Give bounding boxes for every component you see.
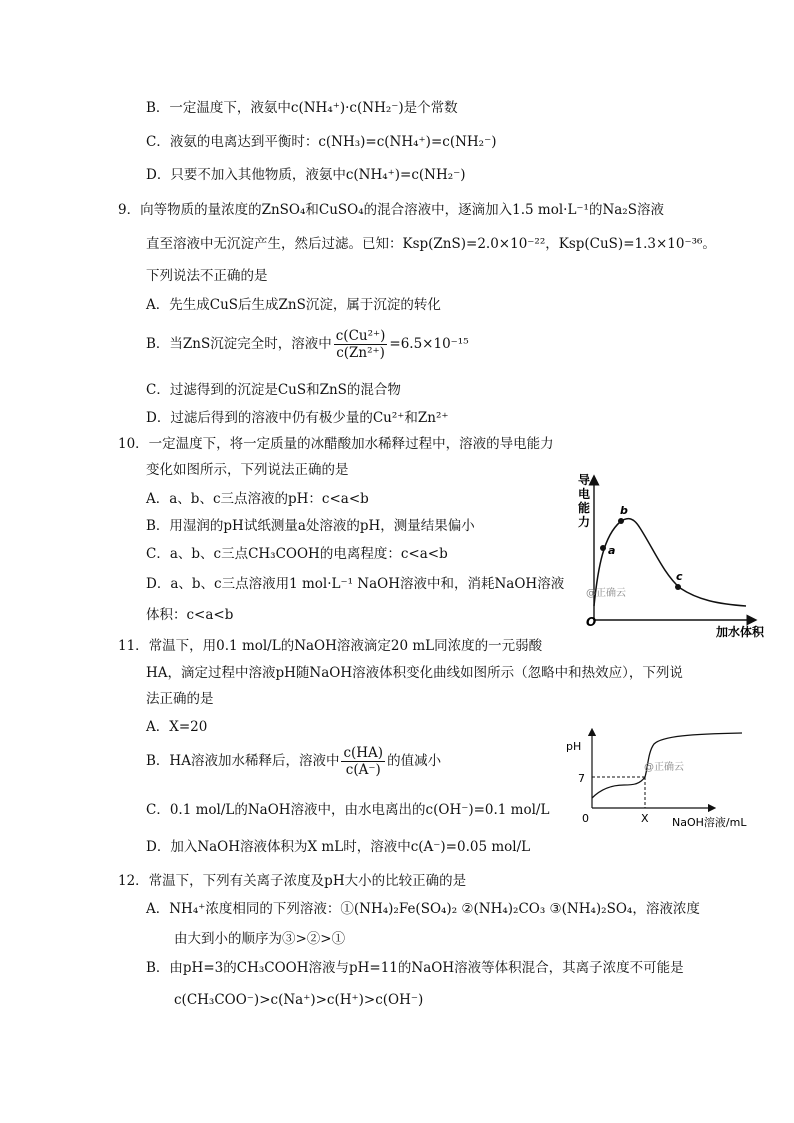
q10-option-b: B．用湿润的pH试纸测量a处溶液的pH，测量结果偏小 [146,518,475,534]
q11-option-b-text: B．HA溶液加水稀释后，溶液中 [146,753,340,769]
q11-stem-line3: 法正确的是 [146,691,214,707]
q11-fraction-denominator: c(A⁻) [345,762,381,778]
q11-fraction-numerator: c(HA) [343,745,384,761]
q11-option-b [146,745,441,778]
q8-option-b: B．一定温度下，液氨中c(NH₄⁺)·c(NH₂⁻)是个常数 [146,100,458,116]
q10-stem-line1: 10．一定温度下，将一定质量的冰醋酸加水稀释过程中，溶液的导电能力 [118,436,554,452]
q10-option-d-cont: 体积：c<a<b [146,607,234,623]
q9-stem-line1: 9．向等物质的量浓度的ZnSO₄和CuSO₄的混合溶液中，逐滴加入1.5 mol·L⁻¹的Na₂S溶液 [118,202,664,218]
label-b: b [620,504,628,517]
point-a [600,545,606,551]
titration-figure [562,722,772,832]
q12-option-a-cont: 由大到小的顺序为③>②>① [174,931,346,947]
q11-option-b-fraction [341,745,385,778]
q11-option-a: A．X=20 [146,719,208,735]
origin-label: 0 [582,812,589,825]
q9-stem-line3: 下列说法不正确的是 [146,268,268,284]
q9-option-a: A．先生成CuS后生成ZnS沉淀，属于沉淀的转化 [146,297,441,313]
q9-option-b [146,328,469,361]
y-label-char-2: 电 [578,487,591,501]
label-c: c [676,570,683,583]
watermark: @正确云 [644,762,684,773]
q12-option-b-cont: c(CH₃COO⁻)>c(Na⁺)>c(H⁺)>c(OH⁻) [174,992,424,1008]
q9-fraction-numerator: c(Cu²⁺) [335,328,386,344]
y-axis-label: pH [566,740,582,753]
y-label-char-4: 力 [578,515,591,529]
q10-stem-line2: 变化如图所示，下列说法正确的是 [146,462,349,478]
q9-fraction-denominator: c(Zn²⁺) [336,345,385,361]
q9-stem-line2: 直至溶液中无沉淀产生，然后过滤。已知：Ksp(ZnS)=2.0×10⁻²²，Ksp(CuS)=1.3×10⁻³⁶。 [146,236,716,252]
q9-option-b-value: =6.5×10⁻¹⁵ [389,336,469,352]
x-axis-label: NaOH溶液/mL [672,816,747,829]
y-label-char-1: 导 [578,473,591,487]
q10-option-a: A．a、b、c三点溶液的pH：c<a<b [146,491,369,507]
label-a: a [608,544,616,557]
q11-option-d: D．加入NaOH溶液体积为X mL时，溶液中c(A⁻)=0.05 mol/L [146,839,531,855]
watermark: @正确云 [586,588,626,599]
y-tick-7: 7 [578,772,585,785]
q11-stem-line2: HA，滴定过程中溶液pH随NaOH溶液体积变化曲线如图所示（忽略中和热效应），下列说 [146,665,683,681]
q10-option-d: D．a、b、c三点溶液用1 mol·L⁻¹ NaOH溶液中和，消耗NaOH溶液 [146,576,565,592]
y-label-char-3: 能 [578,501,591,515]
q12-option-b: B．由pH=3的CH₃COOH溶液与pH=11的NaOH溶液等体积混合，其离子浓度不可能是 [146,960,684,976]
q9-option-d: D．过滤后得到的溶液中仍有极少量的Cu²⁺和Zn²⁺ [146,410,449,426]
q11-option-b-suffix: 的值减小 [387,753,442,769]
q11-stem-line1: 11．常温下，用0.1 mol/L的NaOH溶液滴定20 mL同浓度的一元弱酸 [118,638,543,654]
point-c [675,584,681,590]
point-b [618,518,624,524]
q9-option-b-fraction [334,328,388,361]
q9-option-b-text: B．当ZnS沉淀完全时，溶液中 [146,336,332,352]
q12-stem: 12．常温下，下列有关离子浓度及pH大小的比较正确的是 [118,873,467,889]
origin-label: O [586,615,597,629]
q12-option-a: A．NH₄⁺浓度相同的下列溶液：①(NH₄)₂Fe(SO₄)₂ ②(NH₄)₂CO₃ ③(NH₄)₂SO₄，溶液浓度 [146,901,700,917]
q9-option-c: C．过滤得到的沉淀是CuS和ZnS的混合物 [146,382,401,398]
x-axis-label: 加水体积 [716,625,765,639]
x-tick-x: X [641,812,649,825]
conductivity-figure [568,466,765,642]
q8-option-c: C．液氨的电离达到平衡时：c(NH₃)=c(NH₄⁺)=c(NH₂⁻) [146,134,497,150]
q8-option-d: D．只要不加入其他物质，液氨中c(NH₄⁺)=c(NH₂⁻) [146,167,466,183]
q11-option-c: C．0.1 mol/L的NaOH溶液中，由水电离出的c(OH⁻)=0.1 mol/L [146,802,550,818]
q10-option-c: C．a、b、c三点CH₃COOH的电离程度：c<a<b [146,546,448,562]
